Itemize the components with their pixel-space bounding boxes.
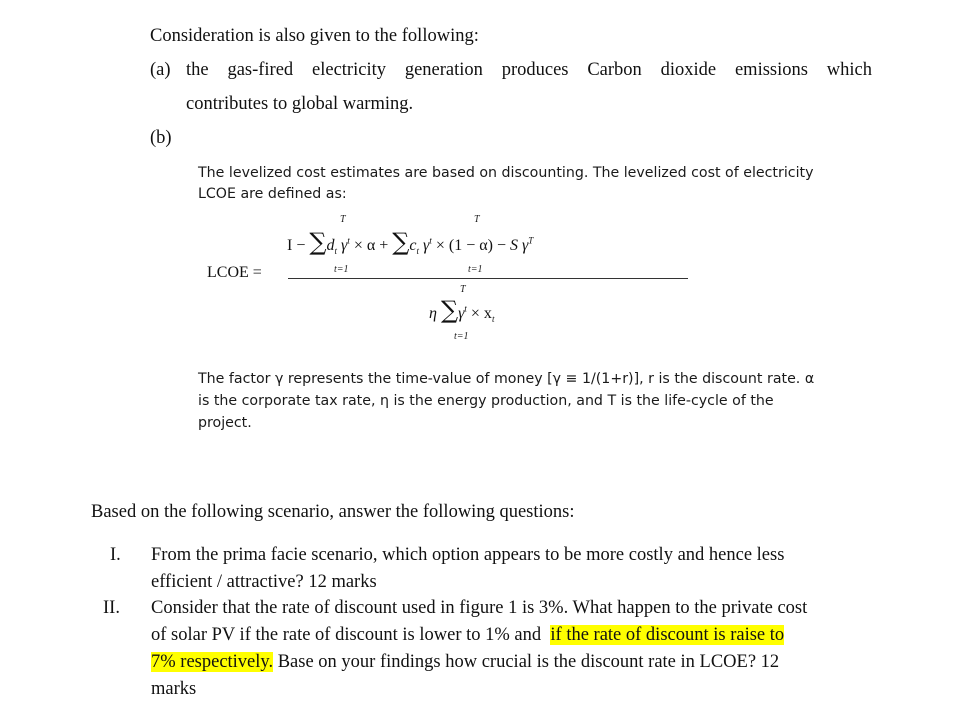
intro-text: Consideration is also given to the following: [150, 26, 479, 46]
formula-denominator: η $\sum\gamma^t \times x_t$ [429, 296, 495, 325]
formula-label [207, 264, 262, 282]
question-2-line3 [151, 652, 779, 673]
sigma-symbol: ∑ [440, 296, 459, 324]
question-2-line2 [151, 625, 784, 646]
sum3-upper-limit: T [460, 284, 466, 295]
desc-line2: is the corporate tax rate, η is the energy production, and T is the life-cycle of the [198, 393, 774, 409]
highlighted-text: if the rate of discount is raise to [550, 625, 785, 645]
item-a-line2: contributes to global warming. [186, 94, 414, 114]
formula-numerator: $I - \sum d_t$ $\gamma^t \times \alpha + \sum c_t$ $\gamma^t \times (1 - \alpha) - S$ $\gamma^T$ [287, 228, 534, 257]
scenario-prompt: Based on the following scenario, answer the following questions: [91, 502, 575, 522]
question-2-line4: marks [151, 679, 197, 699]
sigma-symbol: ∑ [392, 228, 410, 256]
question-1-numeral: I. [110, 545, 121, 565]
word: generation [404, 60, 483, 80]
lcoe-label: LCOE [207, 264, 249, 281]
word: produces [501, 60, 569, 80]
word: the [186, 60, 209, 80]
word: Carbon [587, 60, 642, 80]
sum2-lower-limit: t=1 [468, 264, 483, 275]
desc-line3: project. [198, 415, 252, 431]
word: emissions [734, 60, 808, 80]
word: which [826, 60, 872, 80]
sigma-symbol: ∑ [309, 228, 327, 256]
item-b-text-line2: LCOE are defined as: [198, 186, 347, 202]
item-b-marker: (b) [150, 128, 172, 148]
item-a-marker: (a) [150, 60, 171, 80]
question-1-line1: From the prima facie scenario, which option appears to be more costly and hence less [151, 545, 785, 565]
word: electricity [312, 60, 386, 80]
word: dioxide [660, 60, 717, 80]
highlighted-text: 7% respectively. [151, 652, 274, 672]
question-1-line2: efficient / attractive? 12 marks [151, 572, 377, 592]
question-2-line3-plain: Base on your findings how crucial is the discount rate in LCOE? 12 [277, 652, 780, 672]
item-a-line1 [186, 60, 872, 81]
question-2-line1: Consider that the rate of discount used in figure 1 is 3%. What happen to the private cost [151, 598, 808, 618]
sum1-lower-limit: t=1 [334, 264, 349, 275]
sum2-upper-limit: T [474, 214, 480, 225]
word: gas-fired [227, 60, 294, 80]
item-b-text-line1: The levelized cost estimates are based on discounting. The levelized cost of electricity [198, 165, 814, 181]
question-2-numeral: II. [103, 598, 120, 618]
question-2-line2-plain: of solar PV if the rate of discount is lower to 1% and [151, 625, 542, 645]
sum3-lower-limit: t=1 [454, 331, 469, 342]
desc-line1: The factor γ represents the time-value of money [γ ≡ 1/(1+r)], r is the discount rate. α [198, 371, 815, 387]
fraction-bar [288, 278, 688, 279]
equals-sign: = [252, 264, 262, 281]
sum1-upper-limit: T [340, 214, 346, 225]
